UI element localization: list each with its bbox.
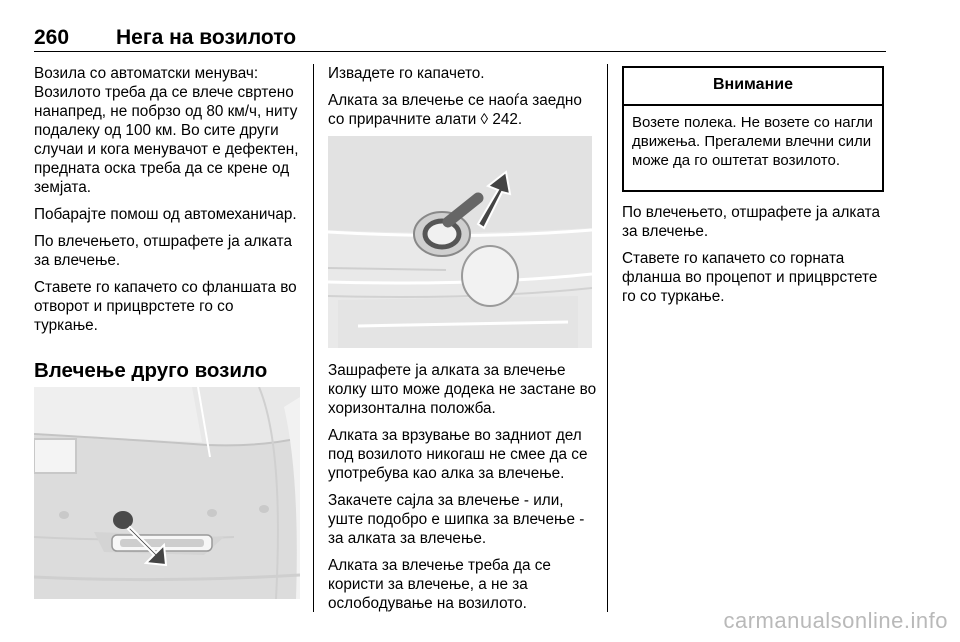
paragraph: Ставете го капачето со горната фланша во процепот и прицврстете го со туркање. [622,250,878,305]
page-number: 260 [34,26,70,49]
column-separator [607,64,608,612]
section-heading: Влечење друго возило [34,359,268,382]
rear-bumper-illustration [34,387,300,599]
header-rule [34,51,886,52]
rear-bumper-figure [34,387,300,599]
paragraph: Зашрафете ја алката за влечење колку што може додека не застане во хоризонтална положба. [328,362,597,417]
tow-eye-illustration [328,136,592,348]
watermark: carmanualsonline.info [723,608,948,633]
tow-eye-figure [328,136,592,348]
chapter-title: Нега на возилото [116,26,297,49]
paragraph: Извадете го капачето. [328,65,485,82]
paragraph: Ставете го капачето со фланшата во отворот и прицврстете го со туркање. [34,279,297,334]
warning-box [622,66,884,192]
column-middle [328,64,600,137]
paragraph: По влечењето, отшрафете ја алката за влечење. [34,233,292,269]
column-right [622,203,886,314]
column-left [34,64,300,383]
paragraph: По влечењето, отшрафете ја алката за влечење. [622,204,880,240]
column-middle-lower [328,361,600,621]
column-separator [313,64,314,612]
paragraph: Алката за влечење треба да се користи за влечење, а не за ослободување на возилото. [328,557,551,612]
paragraph: Возила со автоматски менувач: Возилото треба да се влече свртено нанапред, не побрзо од 80 км/ч, ниту подалеку од 100 км. Во сите други случаи и кога менувачот е дефектен, предната оска треба да се крене од земјата. [34,65,299,196]
paragraph: Побарајте помош од автомеханичар. [34,206,297,223]
paragraph: Закачете сајла за влечење - или, уште подобро е шипка за влечење - за алката за влечење. [328,492,585,547]
page-header [34,26,886,52]
warning-title: Внимание [624,68,882,106]
paragraph: Алката за врзување во задниот дел под возилото никогаш не смее да се употребува као алка за влечење. [328,427,588,482]
paragraph: Алката за влечење се наоѓа заедно со прирачните алати ◊ 242. [328,92,582,128]
warning-body: Возете полека. Не возете со нагли движења. Прегалеми влечни сили може да го оштетат возилото. [632,114,873,169]
